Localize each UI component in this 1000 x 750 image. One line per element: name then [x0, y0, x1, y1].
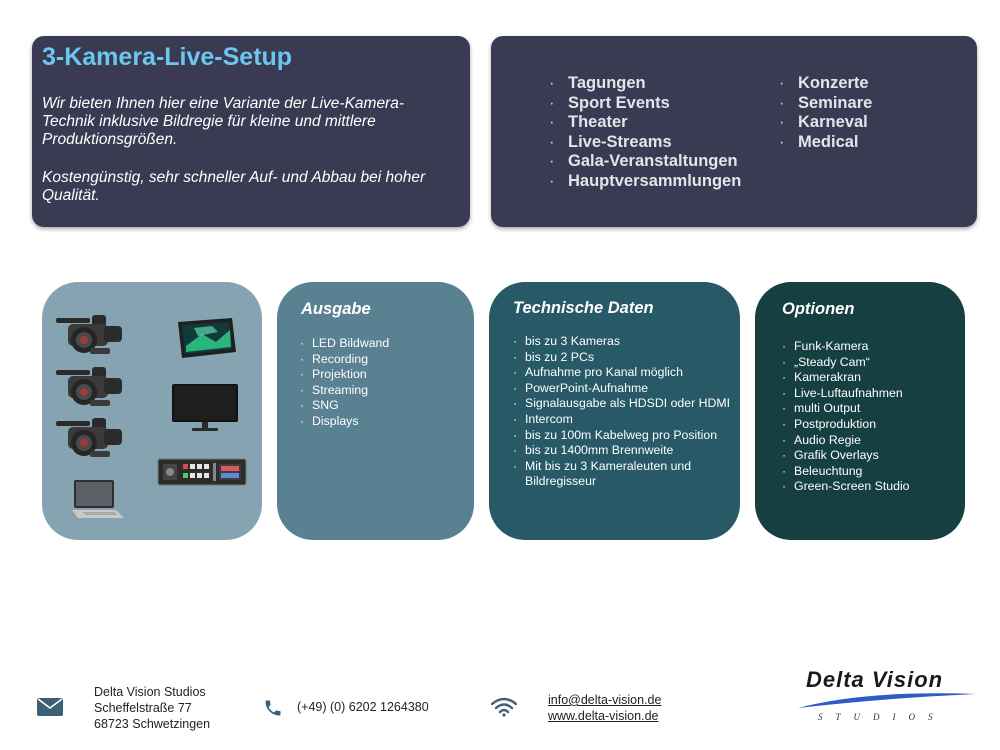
- list-item: · PowerPoint-Aufnahme: [512, 381, 734, 397]
- list-item: · Mit bis zu 3 Kameraleuten und Bildregisseur: [512, 459, 734, 490]
- event-item: · Tagungen: [549, 74, 741, 94]
- list-item: · LED Bildwand: [299, 336, 469, 352]
- list-item: · Signalausgabe als HDSDI oder HDMI: [512, 396, 734, 412]
- list-item: · Streaming: [299, 383, 469, 399]
- page-title: 3-Kamera-Live-Setup: [42, 43, 293, 71]
- video-switcher-icon: [157, 456, 247, 488]
- event-item: · Gala-Veranstaltungen: [549, 152, 741, 172]
- field-monitor-icon: [172, 316, 238, 362]
- list-item: · „Steady Cam“: [781, 355, 956, 371]
- technische-daten-panel: [489, 282, 740, 540]
- list-item: · Grafik Overlays: [781, 448, 956, 464]
- event-item: · Konzerte: [779, 74, 872, 94]
- phone-icon: [263, 698, 283, 718]
- list-item: · Kamerakran: [781, 370, 956, 386]
- list-item: · Postproduktion: [781, 417, 956, 433]
- email-link[interactable]: info@delta-vision.de: [548, 693, 662, 707]
- optionen-panel: [755, 282, 965, 540]
- street: Scheffelstraße 77: [94, 701, 192, 715]
- optionen-title: Optionen: [782, 300, 855, 318]
- event-item: · Medical: [779, 133, 872, 153]
- logo-wordmark: Delta Vision: [806, 667, 944, 692]
- laptop-icon: [68, 478, 126, 522]
- address-block: [94, 684, 210, 732]
- intro-card: [32, 36, 470, 227]
- list-item: · bis zu 100m Kabelweg pro Position: [512, 428, 734, 444]
- events-list-left: [549, 74, 741, 192]
- event-item: · Seminare: [779, 94, 872, 114]
- list-item: · multi Output: [781, 401, 956, 417]
- list-item: · Beleuchtung: [781, 464, 956, 480]
- list-item: · Recording: [299, 352, 469, 368]
- logo-studios: STUDIOS: [818, 712, 946, 722]
- events-card: [491, 36, 977, 227]
- list-item: · SNG: [299, 398, 469, 414]
- contact-links: [548, 692, 661, 724]
- list-item: · bis zu 1400mm Brennweite: [512, 443, 734, 459]
- phone-number: (+49) (0) 6202 1264380: [297, 700, 429, 714]
- event-item: · Hauptversammlungen: [549, 172, 741, 192]
- display-monitor-icon: [170, 382, 240, 434]
- website-link[interactable]: www.delta-vision.de: [548, 709, 659, 723]
- intro-paragraph-quality: Kostengünstig, sehr schneller Auf- und Abbau bei hoher Qualität.: [42, 169, 426, 204]
- list-item: · Displays: [299, 414, 469, 430]
- ausgabe-title: Ausgabe: [301, 300, 371, 318]
- video-camera-icon: [54, 364, 126, 410]
- list-item: · Projektion: [299, 367, 469, 383]
- list-item: · Intercom: [512, 412, 734, 428]
- list-item: · Aufnahme pro Kanal möglich: [512, 365, 734, 381]
- intro-paragraph: Wir bieten Ihnen hier eine Variante der Live-Kamera-Technik inklusive Bildregie für kleine und mittlere Produktionsgrößen.: [42, 95, 405, 148]
- optionen-list: [781, 339, 956, 495]
- events-list-right: [779, 74, 872, 152]
- equipment-panel: [42, 282, 262, 540]
- event-item: · Karneval: [779, 113, 872, 133]
- list-item: · Green-Screen Studio: [781, 479, 956, 495]
- list-item: · bis zu 3 Kameras: [512, 334, 734, 350]
- video-camera-icon: [54, 415, 126, 461]
- list-item: · Funk-Kamera: [781, 339, 956, 355]
- delta-vision-logo: [796, 660, 978, 726]
- wifi-icon: [491, 697, 517, 717]
- mail-icon: [37, 698, 63, 716]
- event-item: · Live-Streams: [549, 133, 741, 153]
- ausgabe-panel: [277, 282, 474, 540]
- event-item: · Theater: [549, 113, 741, 133]
- technische-daten-title: Technische Daten: [513, 299, 654, 317]
- ausgabe-list: [299, 336, 469, 430]
- technische-daten-list: [512, 334, 734, 490]
- event-item: · Sport Events: [549, 94, 741, 114]
- list-item: · bis zu 2 PCs: [512, 350, 734, 366]
- city: 68723 Schwetzingen: [94, 717, 211, 731]
- company-name: Delta Vision Studios: [94, 685, 206, 699]
- list-item: · Audio Regie: [781, 433, 956, 449]
- list-item: · Live-Luftaufnahmen: [781, 386, 956, 402]
- video-camera-icon: [54, 312, 126, 358]
